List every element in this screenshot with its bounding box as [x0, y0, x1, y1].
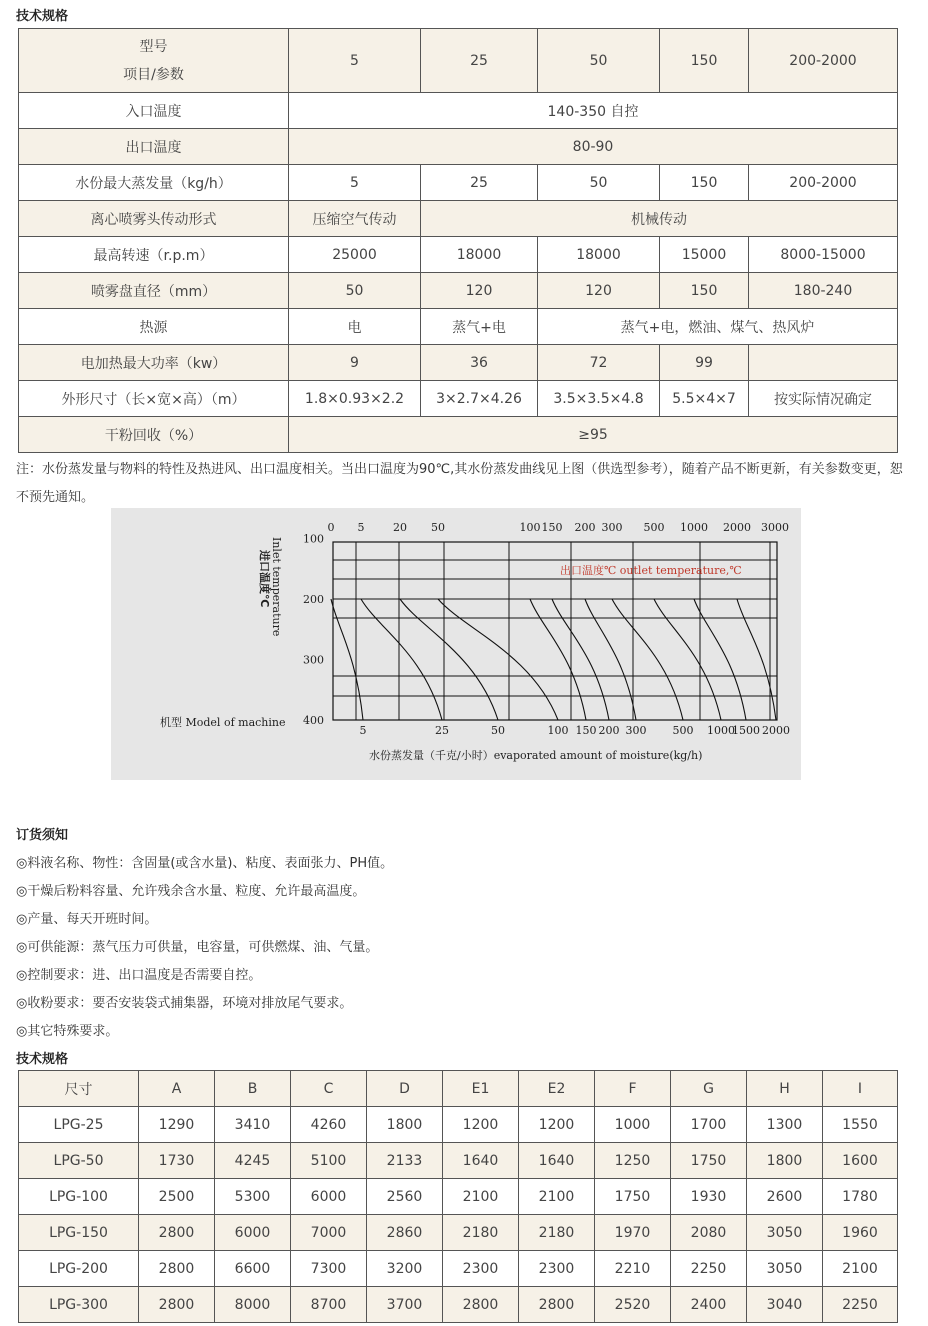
- y-axis-label-cn: 进口温度℃: [258, 550, 271, 608]
- table-cell: 2250: [671, 1251, 747, 1287]
- y-tick-label: 300: [303, 653, 324, 667]
- table-cell: 2100: [443, 1179, 519, 1215]
- table-cell: 1730: [139, 1143, 215, 1179]
- table-cell: 1930: [671, 1179, 747, 1215]
- bottom-tick-label: 25: [435, 724, 449, 737]
- table-cell: 8000: [215, 1287, 291, 1323]
- table-cell: 3040: [747, 1287, 823, 1323]
- top-tick-label: 3000: [761, 521, 789, 534]
- table-cell: 蒸气+电，燃油、煤气、热风炉: [538, 309, 898, 345]
- table-cell: 3700: [367, 1287, 443, 1323]
- table-cell: 1640: [443, 1143, 519, 1179]
- table-cell: 6600: [215, 1251, 291, 1287]
- order-item: ◎收粉要求：要否安装袋式捕集器，环境对排放尾气要求。: [16, 996, 353, 1011]
- col-header: I: [823, 1071, 898, 1107]
- table-cell: 1750: [595, 1179, 671, 1215]
- model-header-cell: 150: [660, 29, 749, 93]
- table-cell: 5: [289, 165, 421, 201]
- bottom-tick-label: 300: [625, 724, 647, 737]
- col-header: H: [747, 1071, 823, 1107]
- y-tick-label: 200: [303, 593, 324, 606]
- top-tick-label: 300: [601, 521, 623, 534]
- bottom-tick-label: 100: [547, 724, 569, 737]
- table-cell: 1000: [595, 1107, 671, 1143]
- table-cell: 1800: [367, 1107, 443, 1143]
- bottom-tick-label: 200: [598, 724, 620, 737]
- table-cell: 3×2.7×4.26: [421, 381, 538, 417]
- table-cell: 2520: [595, 1287, 671, 1323]
- table-cell: 50: [289, 273, 421, 309]
- table-cell: 25000: [289, 237, 421, 273]
- table-cell: 1250: [595, 1143, 671, 1179]
- bottom-tick-label: 1000: [707, 724, 735, 737]
- order-item: ◎干燥后粉料容量、允许残余含水量、粒度、允许最高温度。: [16, 884, 366, 899]
- model-label: 机型 Model of machine: [160, 716, 286, 729]
- table-cell: 150: [660, 165, 749, 201]
- table-cell: 1640: [519, 1143, 595, 1179]
- table-cell: 2800: [443, 1287, 519, 1323]
- table-cell: 1300: [747, 1107, 823, 1143]
- bottom-tick-label: 500: [672, 724, 694, 737]
- row-label: 水份最大蒸发量（kg/h）: [19, 165, 289, 201]
- table-cell: 3050: [747, 1215, 823, 1251]
- table-cell: 3.5×3.5×4.8: [538, 381, 660, 417]
- table-cell: 1750: [671, 1143, 747, 1179]
- bottom-tick-label: 5: [359, 724, 367, 737]
- spec-note: 注：水份蒸发量与物料的特性及热进风、出口温度相关。当出口温度为90℃,其水份蒸发曲线见上图（供选型参考），随着产品不断更新，有关参数变更，恕不预先通知。: [16, 462, 903, 505]
- table-cell: 2133: [367, 1143, 443, 1179]
- top-tick-label: 200: [574, 521, 596, 534]
- table-cell: 1200: [519, 1107, 595, 1143]
- table-cell: 3050: [747, 1251, 823, 1287]
- col-header: A: [139, 1071, 215, 1107]
- top-tick-label: 1000: [680, 521, 708, 534]
- order-item: ◎可供能源：蒸气压力可供量，电容量，可供燃煤、油、气量。: [16, 940, 379, 955]
- table-cell: 180-240: [749, 273, 898, 309]
- table-cell: 4260: [291, 1107, 367, 1143]
- bottom-tick-label: 2000: [762, 724, 790, 737]
- table-cell: LPG-100: [19, 1179, 139, 1215]
- table-cell: 2180: [443, 1215, 519, 1251]
- table-cell: 5.5×4×7: [660, 381, 749, 417]
- table-cell: 9: [289, 345, 421, 381]
- table-cell: 1.8×0.93×2.2: [289, 381, 421, 417]
- model-header-cell: 5: [289, 29, 421, 93]
- table-cell: 140-350 自控: [289, 93, 898, 129]
- table-cell: 压缩空气传动: [289, 201, 421, 237]
- top-tick-label: 150: [541, 521, 563, 534]
- row-label: 出口温度: [19, 129, 289, 165]
- bottom-tick-label: 1500: [732, 724, 760, 737]
- spec-table: [18, 28, 898, 453]
- chart-background: [111, 508, 801, 780]
- table-cell: 2860: [367, 1215, 443, 1251]
- col-header: E2: [519, 1071, 595, 1107]
- table-cell: 15000: [660, 237, 749, 273]
- y-axis-label-en: Inlet temperature: [270, 537, 283, 637]
- table-cell: 18000: [421, 237, 538, 273]
- table-cell: 1200: [443, 1107, 519, 1143]
- table-cell: 2500: [139, 1179, 215, 1215]
- table-cell: 按实际情况确定: [749, 381, 898, 417]
- table-cell: 8700: [291, 1287, 367, 1323]
- row-label: 热源: [19, 309, 289, 345]
- table-cell: 1290: [139, 1107, 215, 1143]
- row-label: 外形尺寸（长×宽×高）（m）: [19, 381, 289, 417]
- model-header-cell: 25: [421, 29, 538, 93]
- table-cell: 8000-15000: [749, 237, 898, 273]
- col-header: E1: [443, 1071, 519, 1107]
- top-tick-label: 0: [327, 521, 335, 534]
- order-item: ◎其它特殊要求。: [16, 1024, 119, 1039]
- table-cell: LPG-50: [19, 1143, 139, 1179]
- bottom-tick-label: 150: [575, 724, 597, 737]
- table-cell: LPG-300: [19, 1287, 139, 1323]
- table-cell: 6000: [291, 1179, 367, 1215]
- table-cell: 5300: [215, 1179, 291, 1215]
- col-header: D: [367, 1071, 443, 1107]
- col-header: C: [291, 1071, 367, 1107]
- table-cell: 7000: [291, 1215, 367, 1251]
- table-cell: LPG-200: [19, 1251, 139, 1287]
- row-label: 电加热最大功率（kw）: [19, 345, 289, 381]
- table-cell: 1960: [823, 1215, 898, 1251]
- table-cell: 5100: [291, 1143, 367, 1179]
- table-cell: LPG-25: [19, 1107, 139, 1143]
- table-cell: LPG-150: [19, 1215, 139, 1251]
- header-model-param: [19, 29, 289, 93]
- table-cell: 2100: [519, 1179, 595, 1215]
- table-cell: 120: [538, 273, 660, 309]
- table-cell: 2250: [823, 1287, 898, 1323]
- table-cell: 2600: [747, 1179, 823, 1215]
- header-model: 型号: [139, 38, 168, 55]
- table-cell: 机械传动: [421, 201, 898, 237]
- order-notes-title: 订货须知: [16, 828, 69, 843]
- top-tick-label: 500: [643, 521, 665, 534]
- table-cell: 2800: [139, 1215, 215, 1251]
- table-cell: 2100: [823, 1251, 898, 1287]
- table-cell: 7300: [291, 1251, 367, 1287]
- row-label: 干粉回收（%）: [19, 417, 289, 453]
- table-cell: 72: [538, 345, 660, 381]
- top-tick-label: 2000: [723, 521, 751, 534]
- col-header: G: [671, 1071, 747, 1107]
- top-tick-label: 5: [357, 521, 365, 534]
- table-cell: 2400: [671, 1287, 747, 1323]
- table-cell: 1550: [823, 1107, 898, 1143]
- row-label: 入口温度: [19, 93, 289, 129]
- table-cell: 50: [538, 165, 660, 201]
- table-cell: 3200: [367, 1251, 443, 1287]
- table-cell: 1800: [747, 1143, 823, 1179]
- table-cell: 25: [421, 165, 538, 201]
- table-cell: 1700: [671, 1107, 747, 1143]
- dimension-table: [18, 1070, 898, 1323]
- table-cell: 1970: [595, 1215, 671, 1251]
- evaporation-chart: [111, 508, 801, 780]
- row-label: 离心喷雾头传动形式: [19, 201, 289, 237]
- table-cell: 2800: [139, 1287, 215, 1323]
- table-cell: 2080: [671, 1215, 747, 1251]
- col-header: 尺寸: [19, 1071, 139, 1107]
- order-item: ◎料液名称、物性：含固量(或含水量)、粘度、表面张力、PH值。: [16, 856, 394, 871]
- y-tick-label: 400: [303, 714, 324, 727]
- table-cell: 2560: [367, 1179, 443, 1215]
- table-cell: 18000: [538, 237, 660, 273]
- table-cell: 1780: [823, 1179, 898, 1215]
- col-header: F: [595, 1071, 671, 1107]
- table-cell: 2300: [519, 1251, 595, 1287]
- order-item: ◎控制要求：进、出口温度是否需要自控。: [16, 968, 262, 983]
- table-cell: ≥95: [289, 417, 898, 453]
- table-cell: [749, 345, 898, 381]
- model-header-cell: 50: [538, 29, 660, 93]
- table-cell: 200-2000: [749, 165, 898, 201]
- table-cell: 4245: [215, 1143, 291, 1179]
- top-tick-label: 100: [519, 521, 541, 534]
- table-cell: 3410: [215, 1107, 291, 1143]
- x-axis-label: 水份蒸发量（千克/小时）evaporated amount of moisture(kg/h): [369, 749, 703, 762]
- top-tick-label: 20: [393, 521, 407, 534]
- table-cell: 1600: [823, 1143, 898, 1179]
- top-tick-label: 50: [431, 521, 445, 534]
- table-cell: 2800: [519, 1287, 595, 1323]
- table-cell: 2180: [519, 1215, 595, 1251]
- section-title-dimensions: 技术规格: [16, 1052, 69, 1067]
- table-cell: 99: [660, 345, 749, 381]
- y-tick-label: 100: [303, 532, 324, 546]
- row-label: 最高转速（r.p.m）: [19, 237, 289, 273]
- col-header: B: [215, 1071, 291, 1107]
- header-param: 项目/参数: [123, 66, 184, 83]
- table-cell: 蒸气+电: [421, 309, 538, 345]
- table-cell: 2800: [139, 1251, 215, 1287]
- bottom-tick-label: 50: [491, 724, 505, 737]
- table-cell: 2210: [595, 1251, 671, 1287]
- section-title-spec: 技术规格: [16, 9, 69, 24]
- table-cell: 120: [421, 273, 538, 309]
- model-header-cell: 200-2000: [749, 29, 898, 93]
- order-item: ◎产量、每天开班时间。: [16, 912, 158, 927]
- table-cell: 2300: [443, 1251, 519, 1287]
- table-cell: 80-90: [289, 129, 898, 165]
- table-cell: 电: [289, 309, 421, 345]
- table-cell: 36: [421, 345, 538, 381]
- table-cell: 6000: [215, 1215, 291, 1251]
- outlet-temp-annotation: 出口温度℃ outlet temperature,℃: [560, 564, 742, 577]
- row-label: 喷雾盘直径（mm）: [19, 273, 289, 309]
- table-cell: 150: [660, 273, 749, 309]
